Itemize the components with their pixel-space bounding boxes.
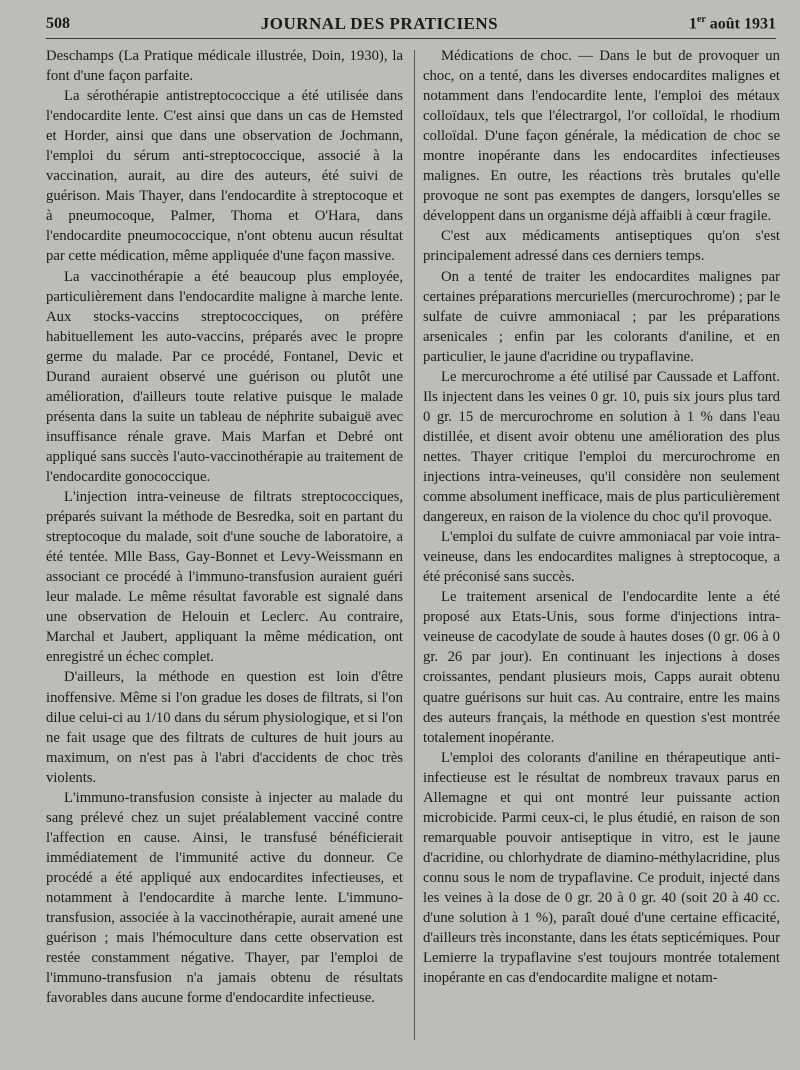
issue-date-rest: août 1931 — [705, 15, 776, 33]
paragraph: C'est aux médicaments antiseptiques qu'on s'est principalement adressé dans ces derniers temps. — [423, 228, 780, 265]
issue-date-sup: er — [696, 14, 706, 26]
paragraph: Deschamps (La Pratique médicale illustrée, Doin, 1930), la font d'une façon parfaite. — [46, 48, 403, 85]
paragraph: L'emploi des colorants d'aniline en thérapeutique anti-infectieuse est le résultat de nombreux travaux parus en Allemagne et qui ont montré leur puissante action microbicide. Parmi ceux-ci, le plus étudié, en raison de son remarquable pouvoir antiseptique in vitro, est le jaune d'acridine, ou chlorhydrate de diamino-méthylacridine, plus connu sous le nom de trypaflavine. Ce produit, injecté dans les veines à la dose de 0 gr. 20 à 0 gr. 40 (soit 20 à 40 cc. d'une solution à 1 %), paraît doué d'une certaine efficacité, d'ailleurs très inconstante, dans les états septicémiques. Pour Lemierre la trypaflavine s'est toujours montrée totalement inopérante en cas d'endocardite maligne et notam- — [423, 749, 780, 987]
paragraph: L'immuno-transfusion consiste à injecter au malade du sang prélevé chez un sujet préalablement vacciné contre l'affection en cause. Ainsi, le transfusé bénéficierait immédiatement de l'immunité active du donneur. Ce procédé a été appliqué aux endocardites infectieuses, et notamment à l'endocardite à marche lente. L'immuno-transfusion, associée à la vaccinothérapie, aurait amené une guérison ; mais l'hémoculture dans cette observation est restée constamment négative. Thayer, par l'emploi de l'immuno-transfusion n'a jamais obtenu de résultats favorables dans aucune forme d'endocardite infectieuse. — [46, 789, 403, 1007]
paragraph: Le traitement arsenical de l'endocardite lente a été proposé aux Etats-Unis, sous forme d'injections intra-veineuse de cacodylate de soude à hautes doses (0 gr. 06 à 0 gr. 26 par jour). En continuant les injections à doses croissantes, pendant plusieurs mois, Capps aurait obtenu quatre guérisons sur huit cas. Au contraire, entre les mains des auteurs français, la méthode en question s'est montrée totalement inopérante. — [423, 589, 780, 746]
paragraph: La vaccinothérapie a été beaucoup plus employée, particulièrement dans l'endocardite maligne à marche lente. Aux stocks-vaccins streptococciques, on préfère habituellement les auto-vaccins, préparés avec le propre germe du malade. Par ce procédé, Fontanel, Devic et Durand auraient observé une guérison ou plutôt une amélioration, d'ailleurs toute relative puisque le malade présenta dans la suite un tableau de néphrite subaiguë avec insuffisance rénale grave. Mais Marfan et Debré ont appliqué sans succès l'auto-vaccinothérapie au traitement de l'endocardite gonococcique. — [46, 268, 403, 485]
paragraph: La sérothérapie antistreptococcique a été utilisée dans l'endocardite lente. C'est ainsi que dans un cas de Hemsted et Horder, ainsi que dans une observation de Jochmann, l'emploi du sérum anti-streptococcique, associé à la vaccination, aurait, au dire des auteurs, été suivi de guérison. Mais Thayer, dans l'endocardite à streptocoque et à pneumocoque, Palmer, Thoma et O'Hara, dans l'endocardite pneumococcique, n'ont obtenu aucun résultat par cette médication, même appliquée d'une façon massive. — [46, 88, 403, 265]
column-divider — [414, 50, 415, 1040]
page-number: 508 — [46, 15, 70, 32]
issue-date — [689, 14, 776, 33]
paragraph: L'injection intra-veineuse de filtrats streptococciques, préparés suivant la méthode de Besredka, soit en partant du streptocoque du malade, soit d'une souche de laboratoire, a été tentée. Mlle Bass, Gay-Bonnet et Levy-Weissmann en associant ce procédé à l'immuno-transfusion auraient guéri leur malade. Le même résultat favorable est signalé dans une observation de Helouin et Leclerc. Au contraire, Marchal et Jaubert, appliquant la même médication, ont enregistré un échec complet. — [46, 489, 403, 666]
paragraph: D'ailleurs, la méthode en question est loin d'être inoffensive. Même si l'on gradue les doses de filtrats, si l'on dilue celui-ci au 1/10 dans du sérum physiologique, et si l'on ne fait usage que des filtrats de cultures de huit jours au maximum, on n'est pas à l'abri d'accidents de choc très violents. — [46, 669, 403, 786]
right-column — [423, 46, 780, 1070]
page-header — [46, 10, 776, 39]
paragraph: L'emploi du sulfate de cuivre ammoniacal par voie intra-veineuse, dans les endocardites malignes à streptocoque, a été préconisé sans succès. — [423, 529, 780, 586]
paragraph: Le mercurochrome a été utilisé par Caussade et Laffont. Ils injectent dans les veines 0 gr. 10, puis six jours plus tard 0 gr. 15 de mercurochrome en solution à 1 % dans l'eau distillée, et disent avoir obtenu une amélioration des plus nettes. Thayer critique l'emploi du mercurochrome en injections intra-veineuses, qu'il considère non seulement comme absolument inefficace, mais de plus particulièrement dangereux, en raison de la violence du choc qu'il provoque. — [423, 368, 780, 526]
left-column — [46, 46, 403, 1070]
paragraph: On a tenté de traiter les endocardites malignes par certaines préparations mercurielles (mercurochrome) ; par le sulfate de cuivre ammoniacal ; par les préparations arsenicales ; enfin par les colorants d'aniline, et en particulier, le jaune d'acridine ou trypaflavine. — [423, 268, 780, 365]
issue-date-day: 1 — [688, 15, 697, 33]
paragraph: Médications de choc. — Dans le but de provoquer un choc, on a tenté, dans les diverses endocardites malignes et notamment dans l'endocardite lente, l'emploi des métaux colloïdaux, tels que l'électrargol, l'or colloïdal, le rhodium colloïdal. D'une façon générale, la médication de choc se montre inopérante dans les endocardites infectieuses malignes. En outre, les réactions très brutales qu'elle provoque ne sont pas exemptes de dangers, lorsqu'elles se développent dans un organisme déjà affaibli à cœur fragile. — [423, 48, 780, 225]
journal-title: JOURNAL DES PRATICIENS — [260, 14, 499, 33]
